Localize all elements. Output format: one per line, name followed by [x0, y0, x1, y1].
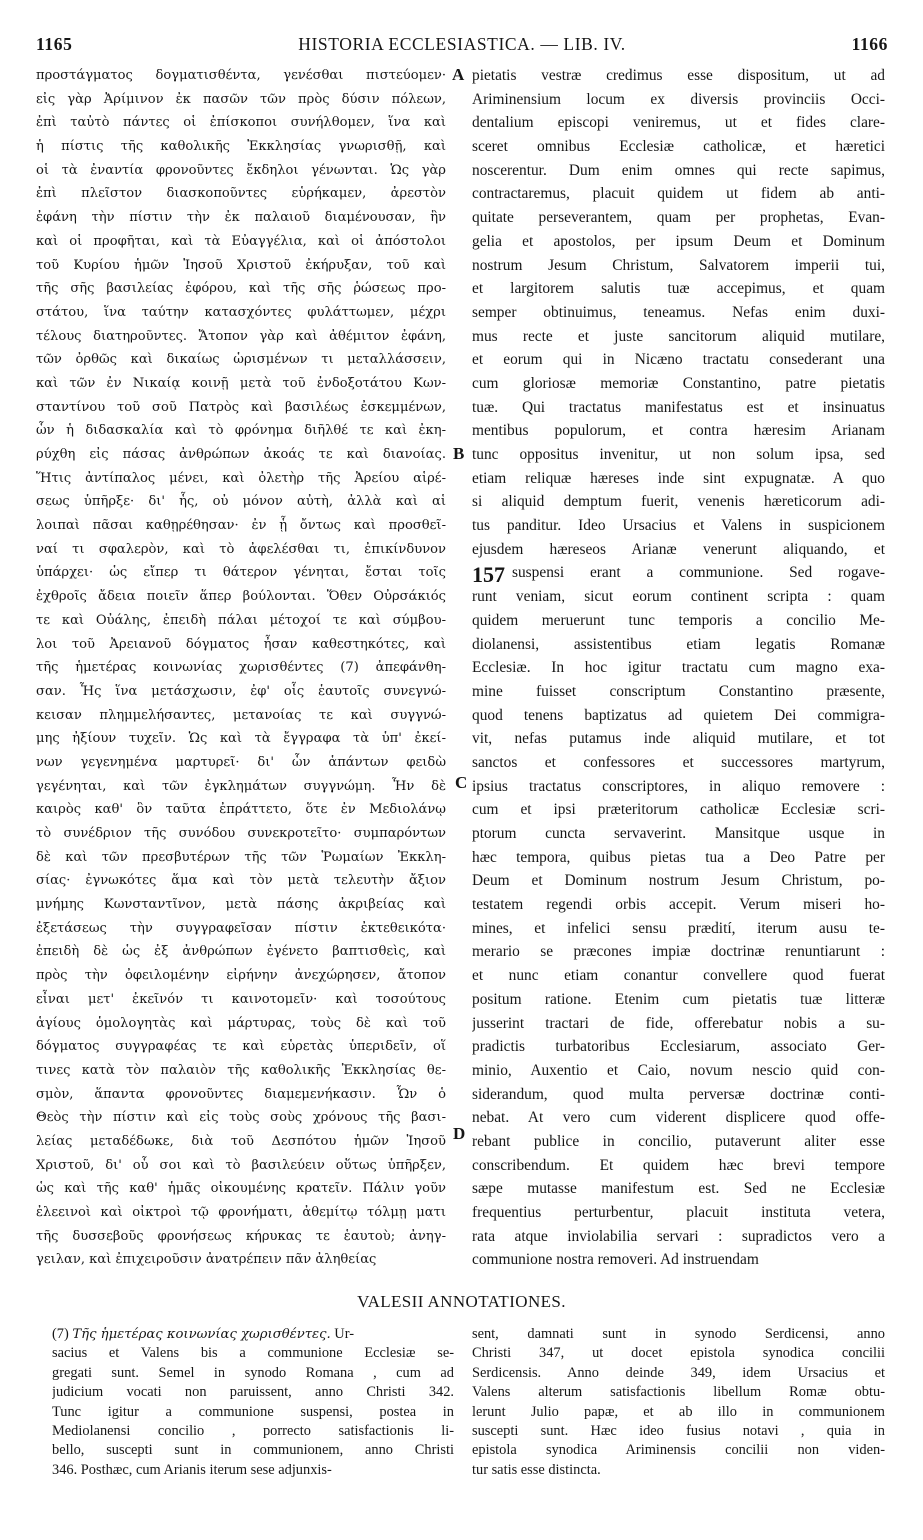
running-title: HISTORIA ECCLESIASTICA. — LIB. IV.	[298, 34, 626, 54]
greek-text-line: ἁγίους ὁμολογητὰς καὶ μάρτυρας, τοὺς δὲ καὶ τοῦ	[36, 1015, 446, 1031]
latin-text-line: semper obtinuimus, teneamus. Nefas enim duxi-	[472, 303, 885, 321]
latin-text-line: minio, Auxentio et Caio, novum nescio quid con-	[472, 1061, 885, 1079]
running-header	[36, 34, 888, 60]
greek-text-line: λείας μεταδέδωκε, διὰ τοῦ Δεσπότου ἡμῶν Ἰησοῦ	[36, 1133, 446, 1149]
latin-column	[472, 64, 885, 1272]
latin-text-line: siderandum, quod multa perversæ doctrinæ conti-	[472, 1085, 885, 1103]
note-text-line: suscepti sunt. Hæc ideo fusius notavi , quia in	[472, 1422, 885, 1439]
greek-text-line: Χριστοῦ, δι' οὗ σοι καὶ τὸ βασιλεύειν οὕτως ὑπῆρξεν,	[36, 1157, 446, 1173]
greek-text-line: λοιπαὶ πᾶσαι καθῃρέθησαν· ἐν ᾗ ὄντως καὶ προσθεῖ-	[36, 518, 446, 534]
greek-text-line: τῶν ὀρθῶς καὶ δικαίως ὡρισμένων τι μεταλλάσσειν,	[36, 352, 446, 368]
greek-text-line: γεγένηται, καὶ τῶν ἐγκλημάτων συγγνώμη. Ἦν δὲ	[36, 778, 446, 794]
latin-text-line: sæpe mutasse manifestum est. Sed ne Ecclesiæ	[472, 1180, 885, 1198]
note-text-line: sacius et Valens bis a communione Ecclesiæ se-	[52, 1345, 454, 1362]
latin-text-line: mines, et infelici sensu prædití, iterum ausu te-	[472, 919, 885, 937]
latin-text-line: quidem meruerunt tunc temporis a concilio Me-	[472, 611, 885, 629]
latin-text-line: contractaremus, placuit quidem ut fidem ab anti-	[472, 185, 885, 203]
note-greek-phrase: Τῆς ἡμετέρας κοινωνίας χωρισθέντες.	[72, 1327, 331, 1342]
note-text-line: lerunt Julio papæ, et ab illo in communionem	[472, 1403, 885, 1420]
greek-column	[36, 64, 446, 1272]
latin-text-line: runt veniam, sicut eorum continent scripta : quam	[472, 588, 885, 606]
greek-text-line: ὡς καὶ τῆς καθ' ἡμᾶς οἰκουμένης κρατεῖν. Πάλιν γοῦν	[36, 1181, 446, 1197]
latin-text-line: quitate perseverantem, quam per prophetas, Evan-	[472, 209, 885, 227]
note-text-line: Tunc igitur a communione suspensi, postea in	[52, 1403, 454, 1420]
greek-text-line: Ἥτις ἀντίπαλος μένει, καὶ ὀλετὴρ τῆς Ἀρείου αἱρέ-	[36, 470, 446, 486]
greek-text-line: εἶναι μετ' ἐκεῖνόν τι καινοτομεῖν· καὶ τοσούτους	[36, 991, 446, 1007]
greek-text-line: τὸ συνέδριον τῆς συνόδου συνεκροτεῖτο· συμπαρόντων	[36, 826, 446, 841]
greek-text-line: δόγματος συγγραφέας τε καὶ εὑρετὰς ὑπεριδεῖν, οἵ	[36, 1039, 446, 1055]
greek-text-line: Θεὸς τὴν πίστιν καὶ εἰς τοὺς σοὺς χρόνους τῆς βασι-	[36, 1110, 446, 1126]
latin-text-line: nostrum Jesum Christum, Salvatorem imperii tui,	[472, 256, 885, 274]
latin-text-line: ipsius tractatus conscriptores, in aliquo removere :	[472, 777, 885, 795]
greek-text-line: μνήμης Κωνσταντῖνον, μετὰ πάσης ἀκριβείας καὶ	[36, 897, 446, 913]
note-text-line: Ur-	[334, 1326, 354, 1342]
latin-text-line: cum et ipsi præteritorum catholicæ Ecclesiæ scri-	[472, 801, 885, 819]
margin-marker-d: D	[453, 1124, 466, 1143]
margin-marker-b: B	[453, 444, 465, 463]
greek-text-line: εἰς γὰρ Ἀρίμινον ἐκ πασῶν τῶν πρὸς δύσιν πόλεων,	[36, 91, 446, 107]
note-text-line: epistola synodica Ariminensis concilii non viden-	[472, 1442, 885, 1459]
greek-text-line: ὑπάρχει· ὡς εἴπερ τι θάτερον γένηται, ἔσται τοῖς	[36, 565, 446, 581]
greek-text-line: τῆς σῆς βασιλείας ἐφόρου, καὶ τῆς σῆς ῥώσεως προ-	[36, 281, 446, 297]
greek-text-line: τῆς ἡμετέρας κοινωνίας χωρισθέντες (7) ἀπεφάνθη-	[36, 660, 446, 676]
note-text-line: judicium vocati non paruissent, anno Christi 342.	[52, 1384, 454, 1401]
greek-text-line: στάτου, ἵνα ταύτην κατασχόντες φυλάττωμεν, μέχρι	[36, 304, 446, 320]
latin-text-line: mus recte et juste sancitorum aliquid mutilare,	[472, 327, 885, 345]
latin-text-line: positum ratione. Etenim cum pietatis tuæ litteræ	[472, 990, 885, 1008]
note-text-line: tur satis esse distincta.	[472, 1461, 601, 1478]
greek-text-line: λοι τοῦ Ἀρειανοῦ δόγματος ἦσαν καθεστηκότες, καὶ	[36, 636, 446, 652]
greek-text-line: κεισαν πλημμελήσαντες, μετανοίας τε καὶ συγγνώ-	[36, 707, 446, 723]
greek-text-line: προστάγματος δογματισθέντα, γενέσθαι πιστεύομεν·	[36, 68, 446, 83]
greek-text-line: ἐξετάσεως τὴν συγγραφεῖσαν πίστιν ἐκτεθεικότα·	[36, 920, 446, 936]
latin-text-line: rata atque inviolabilia servari : supradictos vero a	[472, 1227, 885, 1245]
greek-text-line: νων γεγενημένα μαρτυρεῖ· δι' ὧν ἁπάντων φειδὼ	[36, 754, 446, 770]
greek-text-line: σταντίνου τοῦ σοῦ Πατρὸς καὶ βασιλέως ἐσκεμμένων,	[36, 399, 446, 415]
latin-text-line: testatem regendi orbis accepit. Verum miseri ho-	[472, 896, 885, 914]
greek-text-line: σμὸν, ἅπαντα φρονοῦντες διαμεμενήκασιν. Ὧν ὁ	[36, 1086, 446, 1102]
greek-text-line: ρύχθη εἰς πάσας ἀνθρώπων ἀκοάς τε καὶ διανοίας.	[36, 447, 446, 462]
latin-text-line: dentalium episcopi veniremus, ut et fides clare-	[472, 114, 885, 132]
latin-text-line: nebat. At vero cum viderent displicere quod offe-	[472, 1109, 885, 1127]
latin-text-line: Deum et Dominum nostrum Jesum Christum, po-	[472, 872, 885, 890]
greek-text-line: καιρὸς καθ' ὃν ταῦτα ἐπράττετο, ὅτε ἐν Μεδιολάνῳ	[36, 802, 446, 818]
greek-text-line: τε καὶ Οὐάλης, ἐπειδὴ πάλαι μέτοχοί τε καὶ σύμβου-	[36, 612, 446, 628]
greek-text-line: τινες κατὰ τὸν παλαιὸν τῆς καθολικῆς Ἐκκλησίας θε-	[36, 1062, 446, 1078]
latin-text-line: Ariminensium locum ex diversis provinciis Occi-	[472, 90, 885, 108]
greek-text-line: τέλους διατηροῦντες. Ἄτοπον γὰρ καὶ ἀθέμιτον ἐφάνη,	[36, 328, 446, 344]
latin-text-line: communione nostra removeri. Ad instruendam	[472, 1251, 759, 1269]
note-text-line: Valens alterum satisfactionis libellum Romæ obtu-	[472, 1384, 885, 1401]
latin-text-line: quod tenens baptizatus ad quietem Dei commigra-	[472, 706, 885, 724]
greek-text-line: πρὸς τὴν ὀφειλομένην εἰρήνην ἀνεχώρησεν, ἄτοπον	[36, 968, 446, 984]
note-label: (7)	[52, 1326, 69, 1342]
greek-text-line: ἐφάνη τὴν πίστιν τὴν ἐκ παλαιοῦ διαμένουσαν, ἣν	[36, 210, 446, 226]
notes-right-column	[472, 1325, 885, 1480]
inline-page-number: 157	[472, 562, 505, 587]
latin-text-line: et eorum qui in Nicæno tractatu consederant una	[472, 351, 885, 369]
greek-text-line: σαν. Ἧς ἵνα μετάσχωσιν, ἐφ' οἷς ἑαυτοῖς συνεγνώ-	[36, 683, 446, 699]
latin-text-line: sceret omnibus Ecclesiæ catholicæ, et hæretici	[472, 138, 885, 156]
annotations-title: VALESII ANNOTATIONES.	[357, 1292, 566, 1311]
greek-text-line: τοῦ Κυρίου ἡμῶν Ἰησοῦ Χριστοῦ ἐκήρυξαν, τοῦ καὶ	[36, 257, 446, 273]
latin-text-line: ejusdem hæreseos Arianæ venerunt aliquando, et	[472, 540, 885, 558]
note-first-line	[52, 1325, 454, 1344]
latin-text-line: conscribendum. Et quidem hæc brevi tempore	[472, 1156, 885, 1174]
latin-text-line: merario se præcones impiæ doctrinæ renuntiarunt :	[472, 943, 885, 961]
latin-text-line: Ecclesiæ. In hoc igitur tractatu cum magno exa-	[472, 659, 885, 677]
greek-text-line: τῆς δυσσεβοῦς φρονήσεως κήρυκας τε ἑαυτοὺ; ἀνηγ-	[36, 1228, 446, 1244]
latin-text-line: mentibus populorum, et contra hæresim Arianam	[472, 422, 885, 440]
left-page-number: 1165	[36, 34, 73, 54]
latin-text-line: frequentius perturbentur, placuit instituta vetera,	[472, 1204, 885, 1221]
note-text-line: 346. Posthæc, cum Arianis iterum sese adjunxis-	[52, 1461, 332, 1478]
greek-text-line: μης ἠξίουν τυχεῖν. Ὡς καὶ τὰ ἔγγραφα τὰ ὑπ' ἐκεί-	[36, 731, 446, 747]
greek-text-line: οἱ τὰ ἐναντία φρονοῦντες ἔκδηλοι γένωνται. Ὡς γὰρ	[36, 162, 446, 178]
greek-text-line: ἐλεεινοὶ καὶ οἰκτροὶ τῷ φρονήματι, ἀθεμίτῳ τόλμῃ ματι	[36, 1205, 446, 1220]
latin-text-line: diolanensi, assistentibus etiam legatis Romanæ	[472, 635, 885, 653]
latin-text-line: tus panditur. Ideo Ursacius et Valens in suspicionem	[472, 517, 885, 535]
margin-marker-c: C	[455, 773, 468, 792]
notes-left-column	[52, 1325, 454, 1480]
right-page-number: 1166	[851, 34, 888, 54]
greek-text-line: ἐπὶ ταὐτὸ πάντες οἱ ἐπίσκοποι συνήλθομεν, ἵνα καὶ	[36, 115, 446, 131]
latin-text-line: tunc oppositus invenitur, ut non solum ipsa, sed	[472, 446, 885, 463]
greek-text-line: ναί τι σφαλερὸν, καὶ τὸ ἀφελέσθαι τι, ἐπικίνδυνον	[36, 541, 446, 557]
margin-marker-a: A	[452, 65, 465, 84]
latin-text-line: tuæ. Qui tractatus manifestatus est et insinuatus	[472, 398, 885, 416]
latin-text-line: suspensi erant a communione. Sed rogave-	[512, 564, 885, 582]
latin-text-line: et nunc etiam conantur convellere quod fuerat	[472, 967, 885, 985]
latin-text-line: etiam reliquæ hæreses inde sint expugnatæ. A quo	[472, 469, 885, 487]
latin-text-line: vit, nefas putamus inde aliquid mutilare, et tot	[472, 730, 885, 748]
greek-text-line: ἐπειδὴ δὲ ὡς ἐξ ἀνθρώπων ἐγένετο βαπτισθεὶς, καὶ	[36, 944, 446, 960]
latin-text-line: rebant publice in concilio, putaverunt aliter esse	[472, 1132, 885, 1150]
latin-text-line: gelia et apostolos, per ipsum Deum et Dominum	[472, 232, 885, 250]
latin-text-line: pradictis turbatoribus Ecclesiarum, associato Ger-	[472, 1038, 885, 1056]
latin-text-line: mine fuisset conscriptum Constantino præsente,	[472, 682, 885, 700]
note-text-line: gregati sunt. Semel in synodo Romana , cum ad	[52, 1364, 454, 1381]
latin-text-line: ptorum cuncta servaverint. Mansitque usque in	[472, 825, 885, 842]
greek-text-line: δὲ καὶ τῶν πρεσβυτέρων τῆς τῶν Ῥωμαίων Ἐκκλη-	[36, 849, 446, 865]
greek-text-line: γειλαν, καὶ ἐπιχειροῦσιν ἀνατρέπειν πᾶν ἀληθείας	[36, 1252, 377, 1268]
greek-text-line: καὶ τῶν ἐν Νικαίᾳ κοινῇ μετὰ τοῦ ἐνδοξοτάτου Κων-	[36, 375, 446, 391]
latin-text-line: sanctos et confessores et successores martyrum,	[472, 753, 885, 771]
greek-text-line: σεως ὑπῆρξε· δι' ἧς, οὐ μόνον αὐτὴ, ἀλλὰ καὶ αἱ	[36, 494, 446, 510]
greek-text-line: ἐχθροῖς ἄδεια ποιεῖν ἅπερ βούλονται. Ὅθεν Οὐρσάκιός	[36, 589, 446, 605]
greek-text-line: καὶ οἱ προφῆται, καὶ τὰ Εὐαγγέλια, καὶ οἱ ἀπόστολοι	[36, 233, 446, 249]
greek-text-line: ἐπὶ πλεῖστον διασκοποῦντες εὑρήκαμεν, ἀρεστὸν	[36, 186, 446, 202]
latin-text-line: jusserint tractari de fide, offerebatur nobis a su-	[472, 1014, 885, 1032]
greek-text-line: ἡ πίστις τῆς καθολικῆς Ἐκκλησίας γνωρισθῇ, καὶ	[36, 139, 446, 155]
latin-text-line: noscerentur. Dum enim omnes qui recte sapimus,	[472, 161, 885, 179]
note-text-line: Christi 347, ut docet epistola synodica concilii	[472, 1345, 885, 1362]
greek-text-line: ὧν ἡ διδασκαλία καὶ τὸ φρόνημα διῆλθέ τε καὶ ἐκη-	[36, 423, 446, 439]
greek-text-line: σίας· ἐγνωκότες ἅμα καὶ τὸν μετὰ τελευτὴν ἄξιον	[36, 873, 446, 889]
note-text-line: Serdicensis. Anno deinde 349, idem Ursacius et	[472, 1364, 885, 1381]
latin-text-line: pietatis vestræ credimus esse dispositum, ut ad	[472, 67, 885, 84]
latin-text-line: hæc tempora, quibus pietas tua a Deo Patre per	[472, 848, 885, 866]
latin-text-line: et largitorem salutis tuæ accepimus, et quam	[472, 280, 885, 298]
note-text-line: bello, suscepti sunt in communionem, anno Christi	[52, 1442, 454, 1459]
latin-text-line: cum gloriosæ memoriæ Constantino, patre pietatis	[472, 374, 885, 392]
latin-text-line: si aliquid demptum fuerit, venenis hæreticorum adi-	[472, 493, 885, 511]
note-text-line: sent, damnati sunt in synodo Serdicensi, anno	[472, 1326, 885, 1342]
note-text-line: Mediolanensi concilio , porrecto satisfactionis li-	[52, 1422, 454, 1439]
